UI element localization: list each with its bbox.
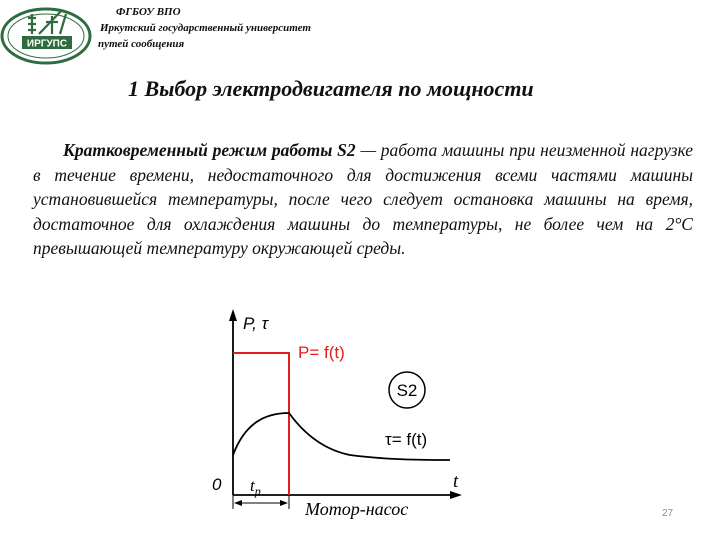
tp-label-main: t (250, 476, 255, 495)
tp-label-subscript: p (254, 484, 261, 498)
diagram-caption: Мотор-насос (305, 499, 409, 519)
page-number: 27 (662, 508, 674, 519)
university-name (98, 4, 428, 52)
tp-arrow-right-icon (280, 500, 288, 506)
tp-label (250, 476, 261, 498)
temperature-curve-label: τ= f(t) (385, 430, 428, 449)
mode-badge: S2 (396, 381, 418, 400)
y-axis-label: P, τ (243, 314, 268, 333)
university-line-3: путей сообщения (98, 38, 185, 50)
s2-duty-diagram (200, 305, 470, 530)
definition-paragraph (33, 138, 693, 261)
x-axis-arrow-icon (450, 491, 462, 499)
logo-emblem-icon (0, 0, 96, 66)
definition-body: — работа машины при неизменной нагрузке в течение времени, недостаточного для достижения всеми частями машины установившейся температуры, после чего следует остановка машины на время, достаточное для охлаждения машины до температуры, не более чем на 2°С превышающей температуру окружающей среды. (33, 140, 693, 259)
tp-arrow-left-icon (234, 500, 242, 506)
x-axis-label: t (453, 471, 459, 492)
slide-title: 1 Выбор электродвигателя по мощности (128, 76, 534, 101)
university-line-1: ФГБОУ ВПО (116, 6, 181, 18)
power-curve (233, 353, 289, 495)
logo-text: ИРГУПС (26, 38, 68, 50)
origin-label: 0 (212, 475, 222, 494)
power-curve-label: P= f(t) (298, 343, 345, 362)
university-logo (0, 0, 96, 66)
y-axis-arrow-icon (229, 309, 237, 321)
university-line-2: Иркутский государственный университет (100, 22, 311, 34)
definition-term: Кратковременный режим работы S2 (63, 140, 356, 160)
definition-text (33, 138, 693, 261)
slide-header (0, 0, 720, 68)
